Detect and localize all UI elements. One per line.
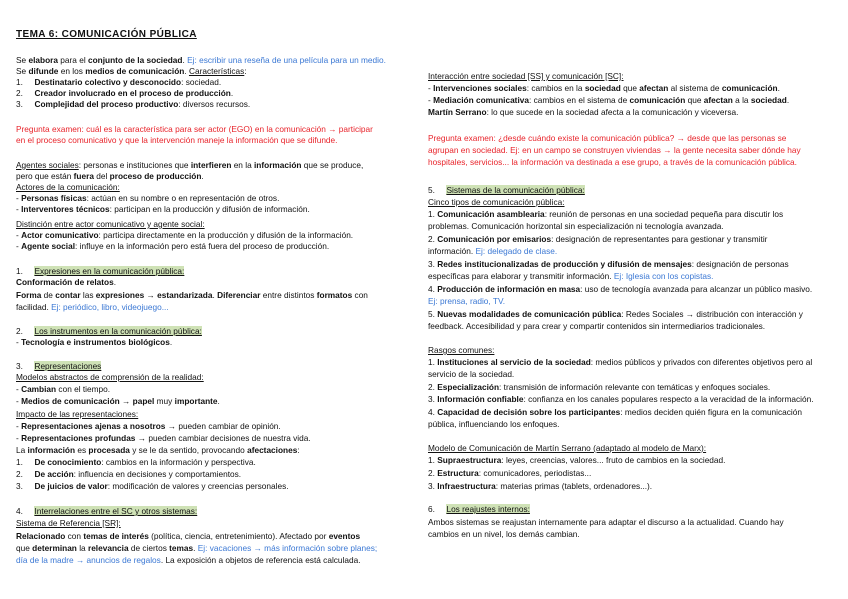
list-item: 1. De conocimiento: cambios en la información y perspectiva. bbox=[16, 457, 256, 467]
list-item: - Mediación comunicativa: cambios en el sistema de comunicación que afectan a la sociedad. bbox=[428, 95, 790, 105]
section-heading: 5. Sistemas de la comunicación pública: bbox=[428, 185, 585, 195]
text-line: Conformación de relatos. bbox=[16, 277, 117, 287]
list-item: 3. Información confiable: confianza en los canales populares respecto a la veracidad de la información. bbox=[428, 394, 814, 404]
example-text: Ej: prensa, radio, TV. bbox=[428, 296, 506, 306]
text-line: cambios en un nivel, los demás cambian. bbox=[428, 529, 580, 539]
list-item: 2. Comunicación por emisarios: designación de representantes para gestionar y transmitir bbox=[428, 234, 768, 244]
exam-question: agrupan en sociedad. Ej: en un campo se construyen viviendas → la gente necesita saber dónde hay bbox=[428, 145, 801, 155]
text-line: Ambos sistemas se reajustan internamente para adaptar el discurso a la actualidad. Cuando hay bbox=[428, 517, 784, 527]
list-item: 3. Redes institucionalizadas de producción y difusión de mensajes: designación de personas bbox=[428, 259, 789, 269]
text-line: Agentes sociales: personas e instituciones que interfieren en la información que se produce, bbox=[16, 160, 364, 170]
list-item: 1. Supraestructura: leyes, creencias, valores... fruto de cambios en la sociedad. bbox=[428, 455, 726, 465]
list-item: - Cambian con el tiempo. bbox=[16, 384, 111, 394]
text-line: pero que están fuera del proceso de producción. bbox=[16, 171, 204, 181]
text-line: Se difunde en los medios de comunicación. Características: bbox=[16, 66, 247, 76]
list-item: - Representaciones ajenas a nosotros → pueden cambiar de opinión. bbox=[16, 421, 281, 431]
list-item: - Intervenciones sociales: cambios en la sociedad que afectan al sistema de comunicación. bbox=[428, 83, 780, 93]
list-item: 3. Infraestructura: materias primas (tablets, ordenadores...). bbox=[428, 481, 653, 491]
text-line: servicio de la sociedad. bbox=[428, 369, 515, 379]
section-heading: 2. Los instrumentos en la comunicación pública: bbox=[16, 326, 202, 336]
list-item: 2. Estructura: comunicadores, periodistas... bbox=[428, 468, 592, 478]
text-line: Forma de contar las expresiones → estandarizada. Diferenciar entre distintos formatos con bbox=[16, 290, 368, 300]
text-line: pública, influenciando los enfoques. bbox=[428, 419, 560, 429]
list-item: - Medios de comunicación → papel muy importante. bbox=[16, 396, 220, 406]
subheading: Interacción entre sociedad [SS] y comunicación [SC]: bbox=[428, 71, 624, 81]
text-line: feedback. Accesibilidad y para crear y compartir contenidos sin intermediarios tradicionales. bbox=[428, 321, 766, 331]
list-item: 3. Complejidad del proceso productivo: diversos recursos. bbox=[16, 99, 251, 109]
subheading: Modelo de Comunicación de Martín Serrano (adaptado al modelo de Marx): bbox=[428, 443, 707, 453]
subheading: Sistema de Referencia [SR]: bbox=[16, 518, 121, 528]
text-line: información. Ej: delegado de clase. bbox=[428, 246, 558, 256]
exam-question: hospitales, servicios... la información va destinada a ese grupo, a través de la comunicación pública. bbox=[428, 157, 797, 167]
list-item: 3. De juicios de valor: modificación de valores y creencias personales. bbox=[16, 481, 289, 491]
list-item: - Personas físicas: actúan en su nombre o en representación de otros. bbox=[16, 193, 280, 203]
list-item: - Tecnología e instrumentos biológicos. bbox=[16, 337, 173, 347]
exam-question: en el proceso comunicativo y que la intervención maneje la información que se difunde. bbox=[16, 135, 338, 145]
section-heading: 1. Expresiones en la comunicación pública: bbox=[16, 266, 185, 276]
exam-question: Pregunta examen: cuál es la característica para ser actor (EGO) en la comunicación → participar bbox=[16, 124, 373, 134]
text-line: problemas. Comunicación horizontal sin especialización ni tecnología avanzada. bbox=[428, 221, 724, 231]
subheading: Cinco tipos de comunicación pública: bbox=[428, 197, 565, 207]
text-line: que determinan la relevancia de ciertos temas. Ej: vacaciones → más información sobre planes; bbox=[16, 543, 378, 553]
subheading: Impacto de las representaciones: bbox=[16, 409, 139, 419]
subheading: Distinción entre actor comunicativo y agente social: bbox=[16, 219, 205, 229]
subheading: Rasgos comunes: bbox=[428, 345, 495, 355]
list-item: 2. Creador involucrado en el proceso de producción. bbox=[16, 88, 234, 98]
text-line: Relacionado con temas de interés (política, ciencia, entretenimiento). Afectado por eventos bbox=[16, 531, 361, 541]
list-item: - Actor comunicativo: participa directamente en la producción y difusión de la información. bbox=[16, 230, 354, 240]
text-line: específicas para elaborar y transmitir información. Ej: Iglesia con los copistas. bbox=[428, 271, 714, 281]
list-item: 2. Especialización: transmisión de información relevante con temáticas y enfoques sociales. bbox=[428, 382, 771, 392]
page-title: TEMA 6: COMUNICACIÓN PÚBLICA bbox=[16, 29, 197, 40]
text-line: Martín Serrano: lo que sucede en la sociedad afecta a la comunicación y viceversa. bbox=[428, 107, 739, 117]
list-item: 1. Comunicación asamblearia: reunión de personas en una sociedad pequeña para discutir los bbox=[428, 209, 784, 219]
list-item: 4. Producción de información en masa: uso de tecnología avanzada para alcanzar un público masivo. bbox=[428, 284, 813, 294]
exam-question: Pregunta examen: ¿desde cuándo existe la comunicación pública? → desde que las personas se bbox=[428, 133, 787, 143]
subheading: Actores de la comunicación: bbox=[16, 182, 120, 192]
section-heading: 4. Interrelaciones entre el SC y otros sistemas: bbox=[16, 506, 198, 516]
list-item: 1. Instituciones al servicio de la sociedad: medios públicos y privados con diferentes objetivos pero al bbox=[428, 357, 813, 367]
list-item: - Representaciones profundas → pueden cambiar decisiones de nuestra vida. bbox=[16, 433, 311, 443]
text-line: Se elabora para el conjunto de la sociedad. Ej: escribir una reseña de una película para un medio. bbox=[16, 55, 386, 65]
subheading: Modelos abstractos de comprensión de la realidad: bbox=[16, 372, 204, 382]
section-heading: 6. Los reajustes internos: bbox=[428, 504, 530, 514]
section-heading: 3. Representaciones bbox=[16, 361, 102, 371]
list-item: - Interventores técnicos: participan en la producción y difusión de información. bbox=[16, 204, 310, 214]
list-item: 4. Capacidad de decisión sobre los participantes: medios deciden quién figura en la comunicación bbox=[428, 407, 803, 417]
list-item: 1. Destinatario colectivo y desconocido: sociedad. bbox=[16, 77, 222, 87]
list-item: 5. Nuevas modalidades de comunicación pública: Redes Sociales → distribución con interacción y bbox=[428, 309, 803, 319]
text-line: La información es procesada y se le da sentido, provocando afectaciones: bbox=[16, 445, 300, 455]
list-item: - Agente social: influye en la información pero está fuera del proceso de producción. bbox=[16, 241, 330, 251]
text-line: día de la madre → anuncios de regalos. La exposición a objetos de referencia está calculada. bbox=[16, 555, 361, 565]
list-item: 2. De acción: influencia en decisiones y comportamientos. bbox=[16, 469, 242, 479]
text-line: facilidad. Ej: periódico, libro, videojuego... bbox=[16, 302, 169, 312]
